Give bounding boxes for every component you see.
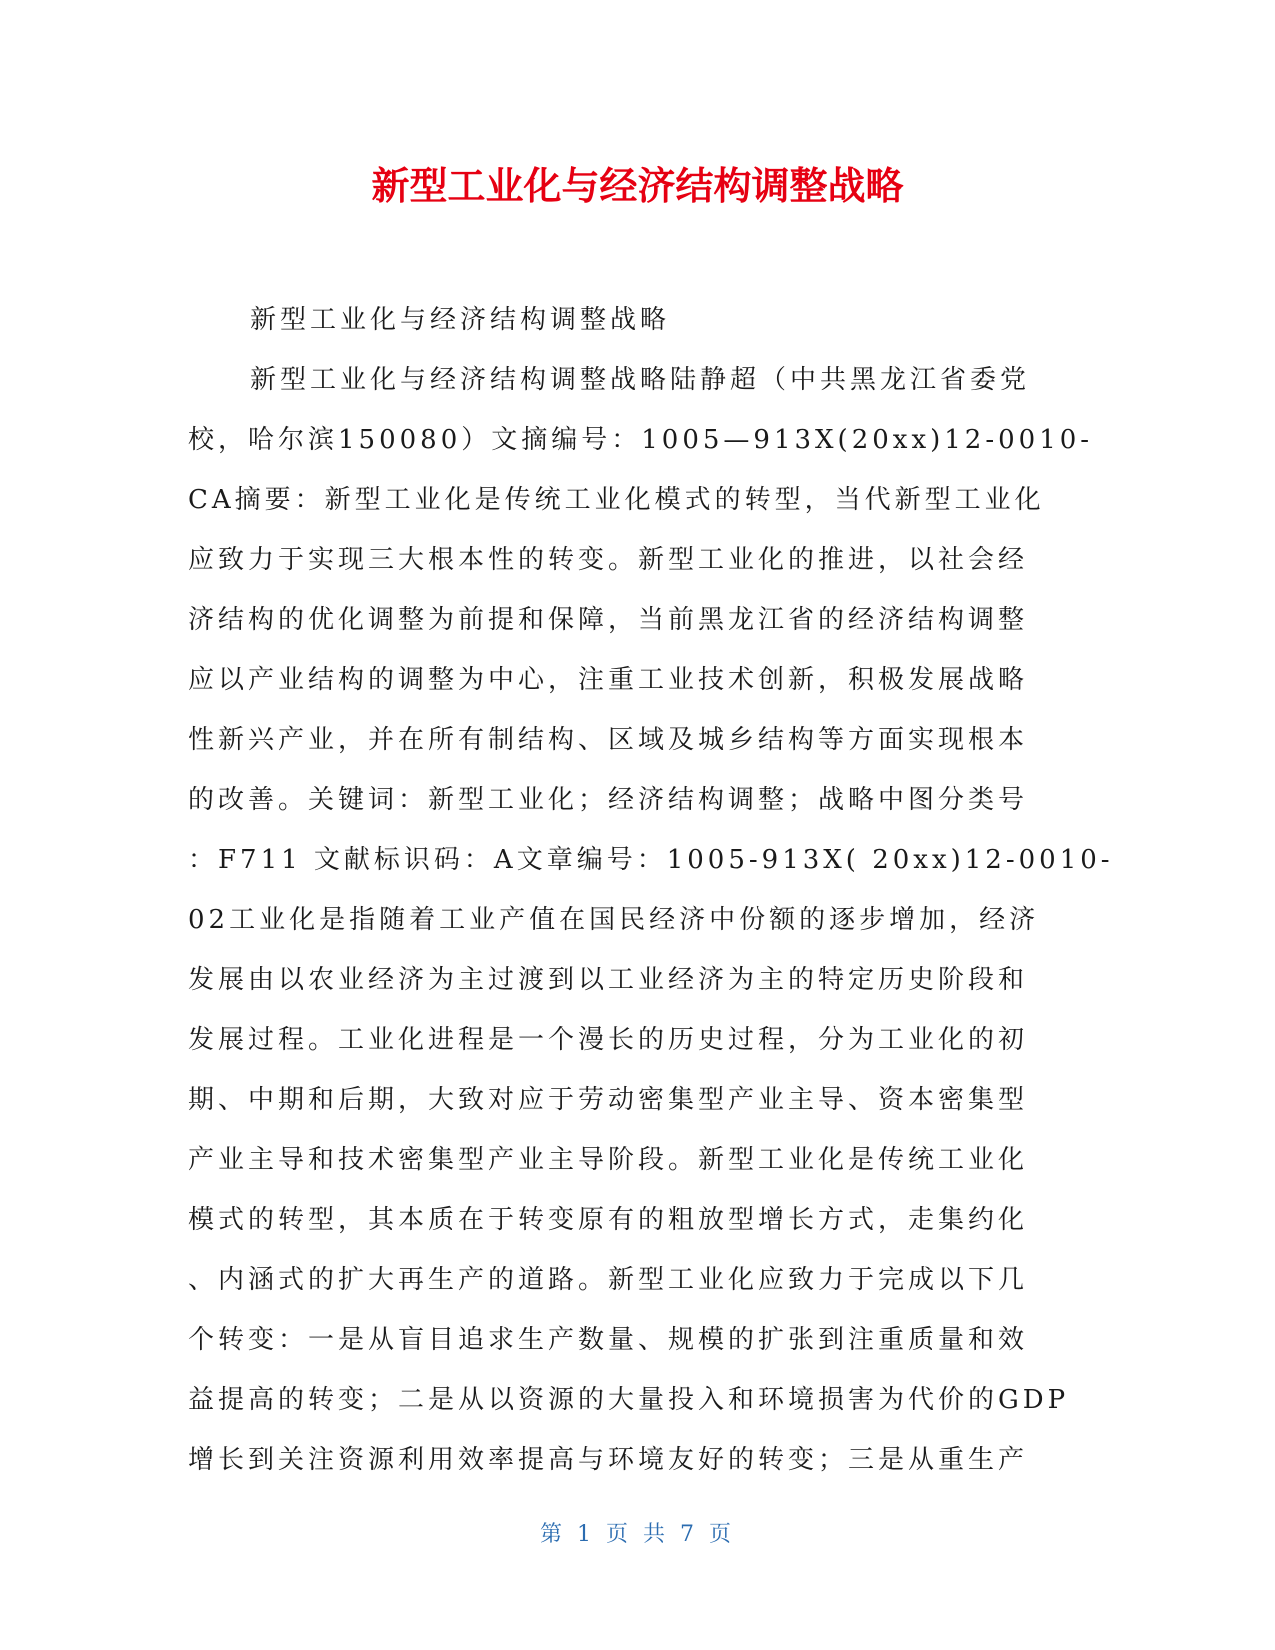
body-line: 02工业化是指随着工业产值在国民经济中份额的逐步增加，经济 bbox=[188, 905, 1040, 935]
body-line: 性新兴产业，并在所有制结构、区域及城乡结构等方面实现根本 bbox=[188, 725, 1029, 755]
body-line: 期、中期和后期，大致对应于劳动密集型产业主导、资本密集型 bbox=[188, 1085, 1029, 1115]
body-line: CA摘要：新型工业化是传统工业化模式的转型，当代新型工业化 bbox=[188, 485, 1045, 515]
body-line: 校，哈尔滨150080）文摘编号：1005—913X(20xx)12-0010- bbox=[188, 425, 1094, 455]
body-line: 济结构的优化调整为前提和保障，当前黑龙江省的经济结构调整 bbox=[188, 605, 1029, 635]
body-line: 增长到关注资源利用效率提高与环境友好的转变；三是从重生产 bbox=[188, 1445, 1029, 1475]
body-line: 发展过程。工业化进程是一个漫长的历史过程，分为工业化的初 bbox=[188, 1025, 1029, 1055]
body-line: 产业主导和技术密集型产业主导阶段。新型工业化是传统工业化 bbox=[188, 1145, 1029, 1175]
document-title: 新型工业化与经济结构调整战略 bbox=[371, 164, 904, 208]
body-line: 发展由以农业经济为主过渡到以工业经济为主的特定历史阶段和 bbox=[188, 965, 1029, 995]
body-line: 应致力于实现三大根本性的转变。新型工业化的推进，以社会经 bbox=[188, 545, 1029, 575]
body-line: 的改善。关键词：新型工业化；经济结构调整；战略中图分类号 bbox=[188, 785, 1029, 815]
body-line: 新型工业化与经济结构调整战略陆静超（中共黑龙江省委党 bbox=[250, 365, 1031, 395]
body-line: 个转变：一是从盲目追求生产数量、规模的扩张到注重质量和效 bbox=[188, 1325, 1029, 1355]
document-body bbox=[188, 290, 1114, 1490]
body-line: 新型工业化与经济结构调整战略 bbox=[250, 305, 671, 335]
body-line: 模式的转型，其本质在于转变原有的粗放型增长方式，走集约化 bbox=[188, 1205, 1029, 1235]
body-line: 应以产业结构的调整为中心，注重工业技术创新，积极发展战略 bbox=[188, 665, 1029, 695]
body-line: ：F711 文献标识码：A文章编号：1005-913X( 20xx)12-0010- bbox=[188, 845, 1114, 875]
body-line: 、内涵式的扩大再生产的道路。新型工业化应致力于完成以下几 bbox=[188, 1265, 1029, 1295]
body-line: 益提高的转变；二是从以资源的大量投入和环境损害为代价的GDP bbox=[188, 1385, 1070, 1415]
page-number: 第 1 页 共 7 页 bbox=[540, 1522, 735, 1547]
